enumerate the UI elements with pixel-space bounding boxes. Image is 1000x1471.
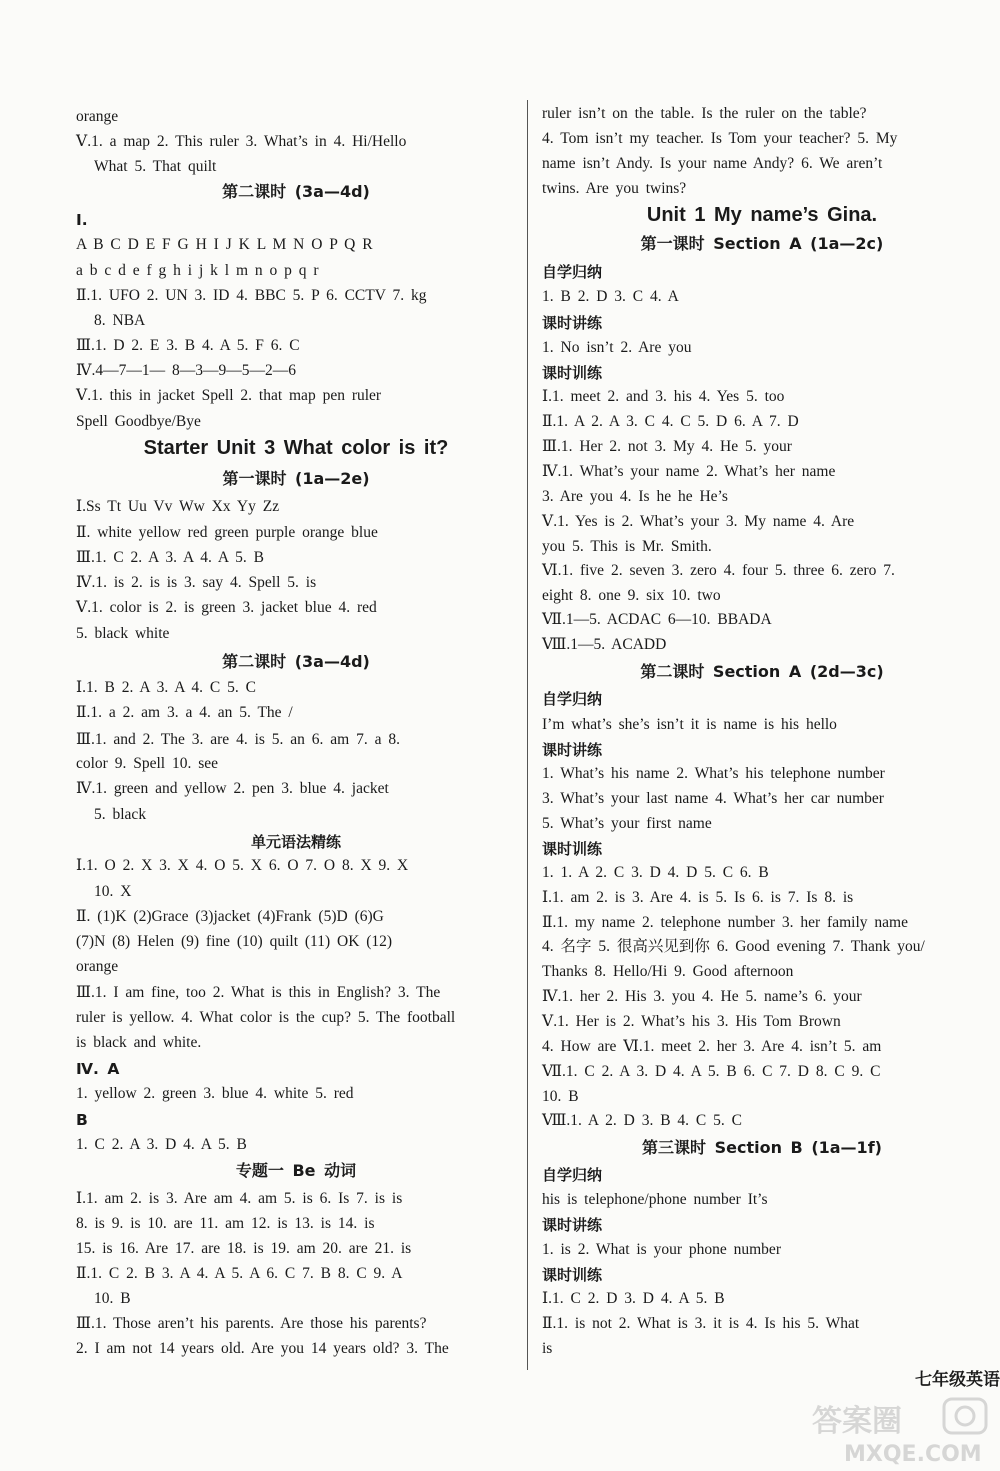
right-line: eight 8. one 9. six 10. two (542, 587, 721, 604)
left-line: Ⅲ.1. I am fine, too 2. What is this in English? 3. The (76, 984, 441, 1001)
right-line: Thanks 8. Hello/Hi 9. Good afternoon (542, 963, 794, 980)
left-line: a b c d e f g h i j k l m n o p q r (76, 262, 319, 279)
left-line: Ⅲ.1. D 2. E 3. B 4. A 5. F 6. C (76, 337, 300, 354)
left-line: 10. B (94, 1290, 131, 1307)
column-divider (527, 100, 528, 1370)
left-line: 8. NBA (94, 312, 146, 329)
left-line: Ⅰ.1. O 2. X 3. X 4. O 5. X 6. O 7. O 8. X 9. X (76, 857, 409, 874)
left-line: Ⅲ.1. Those aren’t his parents. Are those his parents? (76, 1315, 427, 1332)
left-line: Ⅲ.1. and 2. The 3. are 4. is 5. an 6. am 7. a 8. (76, 731, 400, 748)
right-line: 第一课时 Section A (1a—2c) (640, 234, 884, 253)
right-line: 自学归纳 (542, 263, 603, 281)
right-line: 课时训练 (542, 1266, 603, 1284)
right-line: 1. is 2. What is your phone number (542, 1241, 781, 1258)
right-line: Ⅳ.1. her 2. His 3. you 4. He 5. name’s 6. your (542, 988, 862, 1005)
left-line: Starter Unit 3 What color is it? (143, 437, 449, 459)
left-line: orange (76, 108, 119, 125)
left-line: Ⅴ.1. color is 2. is green 3. jacket blue 4. red (76, 599, 377, 616)
left-line: B (76, 1111, 88, 1129)
right-line: 4. Tom isn’t my teacher. Is Tom your teacher? 5. My (542, 130, 898, 147)
left-line: 5. black white (76, 625, 170, 642)
left-line: Ⅰ.Ss Tt Uu Vv Ww Xx Yy Zz (76, 498, 280, 515)
right-line: 第三课时 Section B (1a—1f) (642, 1138, 882, 1157)
left-line: 单元语法精练 (250, 833, 341, 851)
right-line: Ⅱ.1. my name 2. telephone number 3. her family name (542, 914, 908, 931)
right-line: his is telephone/phone number It’s (542, 1191, 768, 1208)
left-line: A B C D E F G H I J K L M N O P Q R (76, 236, 373, 253)
right-line: 1. 1. A 2. C 3. D 4. D 5. C 6. B (542, 864, 769, 881)
right-line: 1. What’s his name 2. What’s his telephone number (542, 765, 885, 782)
right-line: Ⅰ.1. C 2. D 3. D 4. A 5. B (542, 1290, 725, 1307)
right-line: 4. 名字 5. 很高兴见到你 6. Good evening 7. Thank you/ (542, 938, 925, 955)
left-line: is black and white. (76, 1034, 202, 1051)
left-line: Ⅰ.1. B 2. A 3. A 4. C 5. C (76, 679, 256, 696)
right-line: 3. Are you 4. Is he he He’s (542, 488, 728, 505)
right-line: Ⅷ.1—5. ACADD (542, 636, 667, 653)
left-line: 第二课时 (3a—4d) (222, 652, 370, 671)
watermark-logo (804, 1395, 994, 1467)
left-line: 第二课时 (3a—4d) (222, 182, 370, 201)
left-line: 10. X (94, 883, 132, 900)
left-line: 15. is 16. Are 17. are 18. is 19. am 20. are 21. is (76, 1240, 412, 1257)
watermark-brand: 答案圈 (812, 1404, 902, 1439)
left-line: 2. I am not 14 years old. Are you 14 years old? 3. The (76, 1340, 449, 1357)
right-line: Ⅴ.1. Her is 2. What’s his 3. His Tom Brown (542, 1013, 841, 1030)
right-line: twins. Are you twins? (542, 180, 687, 197)
left-line: 1. C 2. A 3. D 4. A 5. B (76, 1136, 247, 1153)
right-line: 10. B (542, 1088, 579, 1105)
left-line: 8. is 9. is 10. are 11. am 12. is 13. is 14. is (76, 1215, 375, 1232)
right-line: ruler isn’t on the table. Is the ruler on the table? (542, 105, 867, 122)
right-line: Ⅰ.1. meet 2. and 3. his 4. Yes 5. too (542, 388, 785, 405)
left-line: Ⅰ. (76, 211, 88, 229)
page-footer-label: 七年级英语 (915, 1370, 1000, 1390)
left-line: Ⅴ.1. this in jacket Spell 2. that map pen ruler (76, 387, 382, 404)
right-line: 第二课时 Section A (2d—3c) (640, 662, 884, 681)
right-line: 5. What’s your first name (542, 815, 712, 832)
right-line: 自学归纳 (542, 1166, 603, 1184)
left-line: Ⅳ.1. green and yellow 2. pen 3. blue 4. jacket (76, 780, 389, 797)
left-line: Ⅳ.4—7—1— 8—3—9—5—2—6 (76, 362, 296, 379)
right-line: 课时训练 (542, 364, 603, 382)
right-line: 自学归纳 (542, 690, 603, 708)
right-line: 课时讲练 (542, 741, 603, 759)
left-line: Ⅱ.1. a 2. am 3. a 4. an 5. The / (76, 704, 293, 721)
left-line: (7)N (8) Helen (9) fine (10) quilt (11) OK (12) (76, 933, 393, 950)
right-line: Ⅰ.1. am 2. is 3. Are 4. is 5. Is 6. is 7. Is 8. is (542, 889, 854, 906)
right-line: Ⅲ.1. Her 2. not 3. My 4. He 5. your (542, 438, 792, 455)
right-line: Ⅶ.1. C 2. A 3. D 4. A 5. B 6. C 7. D 8. C 9. C (542, 1063, 881, 1080)
right-line: 4. How are Ⅵ.1. meet 2. her 3. Are 4. isn’t 5. am (542, 1038, 882, 1055)
right-line: 课时讲练 (542, 314, 603, 332)
left-line: color 9. Spell 10. see (76, 755, 219, 772)
right-line: is (542, 1340, 553, 1357)
right-line: you 5. This is Mr. Smith. (542, 538, 712, 555)
right-line: Unit 1 My name’s Gina. (646, 204, 878, 226)
left-line: Ⅳ. A (76, 1060, 120, 1078)
right-line: Ⅶ.1—5. ACDAC 6—10. BBADA (542, 611, 772, 628)
left-line: 专题一 Be 动词 (235, 1161, 357, 1180)
left-line: 1. yellow 2. green 3. blue 4. white 5. red (76, 1085, 354, 1102)
right-line: Ⅳ.1. What’s your name 2. What’s her name (542, 463, 836, 480)
left-line: What 5. That quilt (94, 158, 217, 175)
watermark-badge-icon (944, 1399, 986, 1433)
watermark-url: MXQE.COM (844, 1442, 982, 1467)
right-line: Ⅵ.1. five 2. seven 3. zero 4. four 5. three 6. zero 7. (542, 562, 895, 579)
left-line: orange (76, 958, 119, 975)
right-line: Ⅱ.1. A 2. A 3. C 4. C 5. D 6. A 7. D (542, 413, 799, 430)
right-line: Ⅱ.1. is not 2. What is 3. it is 4. Is his 5. What (542, 1315, 860, 1332)
left-line: Ⅱ. (1)K (2)Grace (3)jacket (4)Frank (5)D (6)G (76, 908, 384, 925)
left-line: Ⅱ. white yellow red green purple orange blue (76, 524, 378, 541)
left-line: 第一课时 (1a—2e) (222, 469, 370, 488)
left-line: Ⅰ.1. am 2. is 3. Are am 4. am 5. is 6. Is 7. is is (76, 1190, 403, 1207)
right-line: name isn’t Andy. Is your name Andy? 6. We aren’t (542, 155, 883, 172)
left-line: ruler is yellow. 4. What color is the cup? 5. The football (76, 1009, 456, 1026)
left-line: Ⅲ.1. C 2. A 3. A 4. A 5. B (76, 549, 264, 566)
right-line: 课时讲练 (542, 1216, 603, 1234)
right-line: Ⅴ.1. Yes is 2. What’s your 3. My name 4. Are (542, 513, 855, 530)
right-line: I’m what’s she’s isn’t it is name is his hello (542, 716, 837, 733)
left-line: 5. black (94, 806, 147, 823)
left-line: Ⅱ.1. UFO 2. UN 3. ID 4. BBC 5. P 6. CCTV 7. kg (76, 287, 427, 304)
right-line: 1. No isn’t 2. Are you (542, 339, 692, 356)
left-line: Spell Goodbye/Bye (76, 413, 201, 430)
left-line: Ⅱ.1. C 2. B 3. A 4. A 5. A 6. C 7. B 8. C 9. A (76, 1265, 403, 1282)
right-line: 1. B 2. D 3. C 4. A (542, 288, 679, 305)
right-line: 课时训练 (542, 840, 603, 858)
left-line: Ⅳ.1. is 2. is is 3. say 4. Spell 5. is (76, 574, 317, 591)
right-line: 3. What’s your last name 4. What’s her car number (542, 790, 884, 807)
left-line: Ⅴ.1. a map 2. This ruler 3. What’s in 4. Hi/Hello (76, 133, 407, 150)
right-line: Ⅷ.1. A 2. D 3. B 4. C 5. C (542, 1112, 742, 1129)
